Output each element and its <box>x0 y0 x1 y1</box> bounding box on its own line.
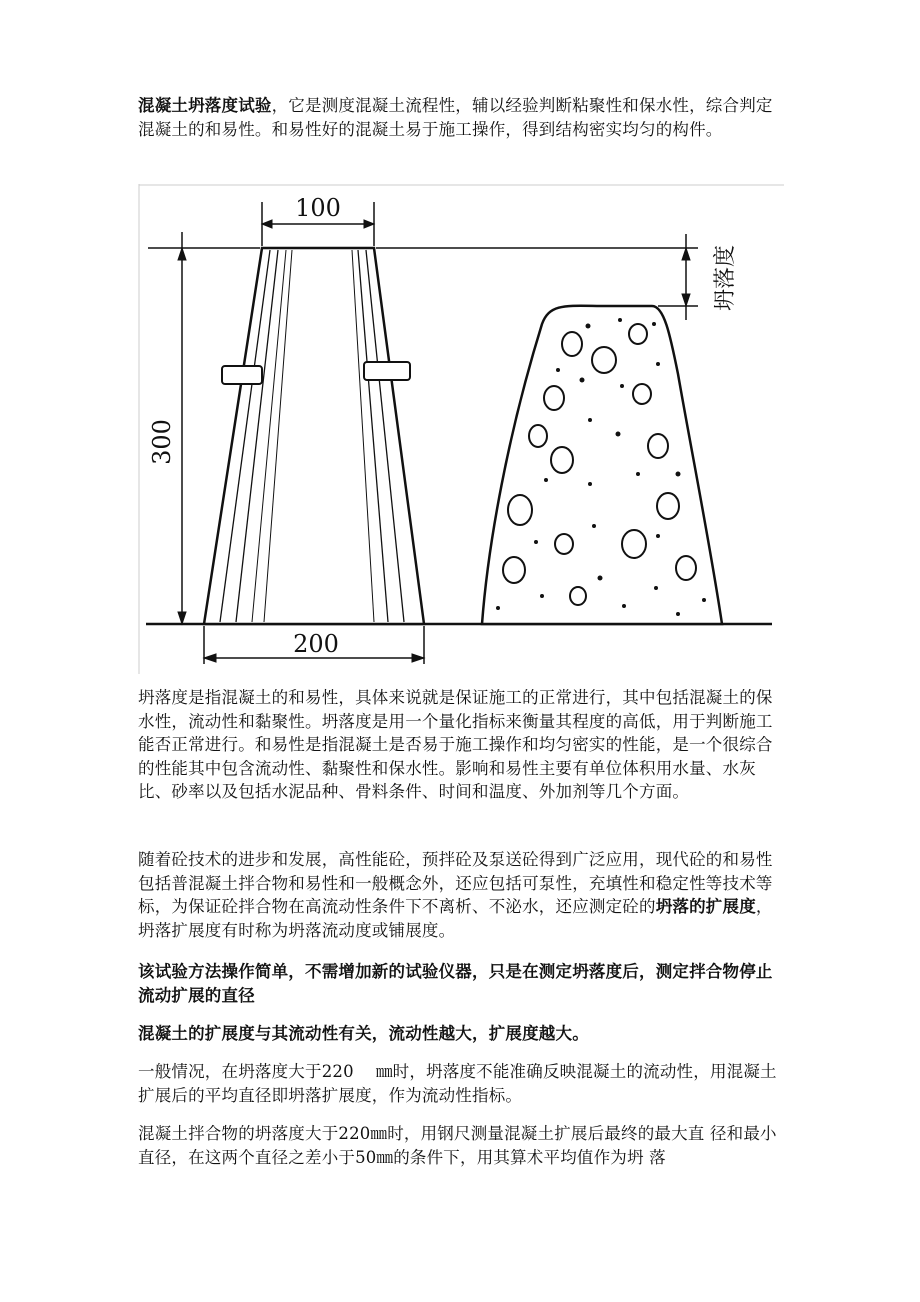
slumped-concrete <box>482 306 722 624</box>
bottom-dim-label: 200 <box>293 630 339 658</box>
height-dim-label: 300 <box>148 419 176 465</box>
slump-test-figure <box>138 184 784 674</box>
slump-definition-paragraph: 坍落度是指混凝土的和易性，具体来说就是保证施工的正常进行，其中包括混凝土的保水性，流动性和黏聚性。坍落度是用一个量化指标来衡量其程度的高低，用于判断施工能否正常进行。和易性是指混凝土是否易于施工操作和均匀密实的性能，是一个很综合的性能其中包含流动性、黏聚性和保水性。影响和易性主要有单位体积用水量、水灰比、砂率以及包括水泥品种、骨料条件、时间和温度、外加剂等几个方面。 <box>138 688 773 801</box>
slump-flow-paragraph: 随着砼技术的进步和发展，高性能砼，预拌砼及泵送砼得到广泛应用，现代砼的和易性包括普混凝土拌合物和易性和一般概念外，还应包括可泵性，充填性和稳定性等技术等标，为保证砼拌合物在高流动性条件下不离析、不泌水，还应测定砼的坍落的扩展度，坍落扩展度有时称为坍落流动度或铺展度。 <box>138 850 773 940</box>
top-dim-label: 100 <box>295 194 341 222</box>
flow-relation-paragraph: 混凝土的扩展度与其流动性有关，流动性越大，扩展度越大。 <box>138 1024 589 1043</box>
slump-cone-diagram <box>138 184 784 674</box>
general-case-paragraph: 一般情况，在坍落度大于220 ㎜时，坍落度不能准确反映混凝土的流动性，用混凝土扩展后的平均直径即坍落扩展度，作为流动性指标。 <box>138 1062 777 1105</box>
slump-label: 坍落度 <box>713 244 738 312</box>
measurement-paragraph: 混凝土拌合物的坍落度大于220㎜时，用钢尺测量混凝土扩展后最终的最大直 径和最小直径，在这两个直径之差小于50㎜的条件下，用其算术平均值作为坍 落 <box>138 1124 777 1167</box>
slump-test-term: 混凝土坍落度试验 <box>138 96 272 115</box>
method-note-paragraph: 该试验方法操作简单，不需增加新的试验仪器，只是在测定坍落度后，测定拌合物停止流动扩展的直径 <box>138 962 773 1005</box>
slump-flow-term: 坍落的扩展度 <box>655 897 756 916</box>
intro-text: ，它是测度混凝土流程性，辅以经验判断粘聚性和保水性，综合判定混凝土的和易性。和易性好的混凝土易于施工操作，得到结构密实均匀的构件。 <box>138 96 773 139</box>
slump-cone <box>204 248 424 624</box>
intro-paragraph <box>138 94 788 141</box>
